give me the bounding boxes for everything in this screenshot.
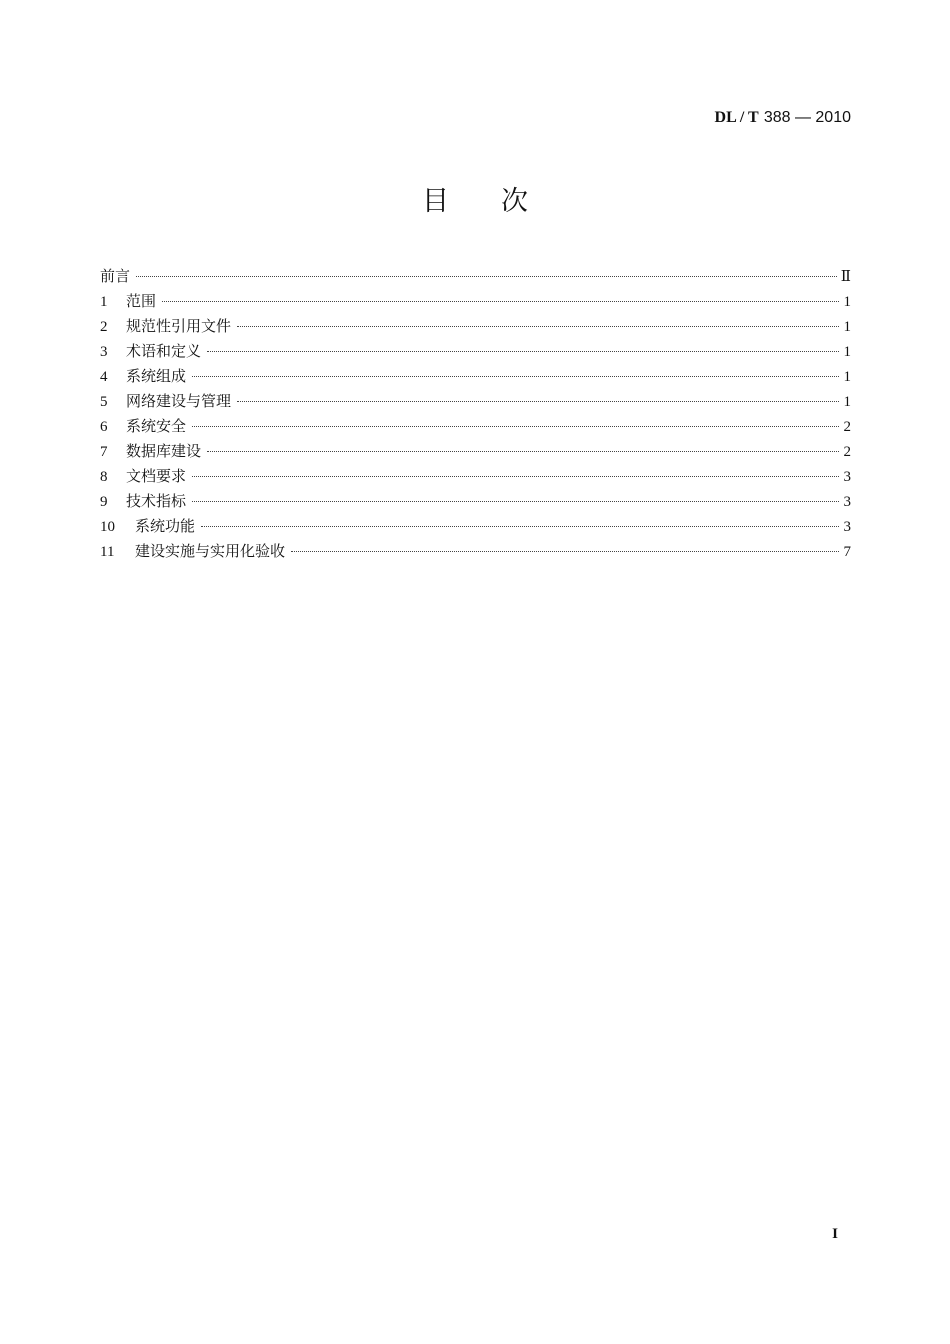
toc-entry-label: 文档要求 [126, 467, 187, 485]
toc-entry-10[interactable] [100, 514, 851, 539]
toc-entry-3[interactable] [100, 339, 851, 364]
toc-entry-number: 4 [100, 369, 108, 385]
table-of-contents [100, 264, 851, 564]
toc-entry-label: 系统功能 [135, 517, 196, 535]
toc-entry-8[interactable] [100, 464, 851, 489]
toc-entry-label: 系统安全 [126, 417, 187, 435]
toc-entry-number: 3 [100, 344, 108, 360]
toc-entry-page: 1 [843, 319, 851, 335]
toc-entry-number: 6 [100, 419, 108, 435]
toc-leader-dots [192, 376, 839, 377]
toc-entry-number: 11 [100, 544, 115, 560]
toc-entry-2[interactable] [100, 314, 851, 339]
toc-leader-dots [192, 426, 839, 427]
toc-entry-page: 1 [843, 394, 851, 410]
toc-entry-1[interactable] [100, 289, 851, 314]
toc-entry-number: 9 [100, 494, 108, 510]
toc-entry-page: 1 [843, 294, 851, 310]
title-char-1: 目 [422, 186, 449, 217]
toc-leader-dots [136, 276, 837, 277]
toc-entry-number: 2 [100, 319, 108, 335]
toc-entry-label: 网络建设与管理 [126, 392, 232, 410]
toc-entry-label: 前言 [100, 267, 131, 285]
title-char-2: 次 [501, 186, 528, 217]
toc-entry-page: 7 [843, 544, 851, 560]
toc-leader-dots [207, 451, 839, 452]
toc-entry-number: 1 [100, 294, 108, 310]
toc-entry-6[interactable] [100, 414, 851, 439]
toc-entry-page: 3 [843, 519, 851, 535]
toc-entry-page: 1 [843, 369, 851, 385]
toc-entry-7[interactable] [100, 439, 851, 464]
toc-entry-label: 建设实施与实用化验收 [135, 542, 286, 560]
toc-entry-number: 8 [100, 469, 108, 485]
toc-entry-label: 规范性引用文件 [126, 317, 232, 335]
toc-entry-label: 范围 [126, 292, 157, 310]
standard-code [715, 106, 851, 129]
toc-leader-dots [192, 476, 839, 477]
toc-entry-9[interactable] [100, 489, 851, 514]
standard-code-prefix: DL / T [714, 109, 759, 126]
toc-leader-dots [237, 401, 839, 402]
toc-entry-number: 5 [100, 394, 108, 410]
toc-leader-dots [291, 551, 839, 552]
toc-entry-number: 10 [100, 519, 115, 535]
toc-entry-page: 3 [843, 494, 851, 510]
toc-leader-dots [237, 326, 839, 327]
page-title [0, 184, 950, 220]
toc-leader-dots [162, 301, 839, 302]
toc-entry-page: Ⅱ [840, 269, 851, 285]
toc-entry-page: 2 [843, 419, 851, 435]
toc-entry-page: 3 [843, 469, 851, 485]
toc-entry-11[interactable] [100, 539, 851, 564]
page-number: I [832, 1226, 838, 1242]
toc-entry-label: 系统组成 [126, 367, 187, 385]
toc-entry-preface[interactable] [100, 264, 851, 289]
toc-entry-number: 7 [100, 444, 108, 460]
toc-entry-label: 技术指标 [126, 492, 187, 510]
toc-entry-page: 2 [843, 444, 851, 460]
toc-entry-4[interactable] [100, 364, 851, 389]
toc-leader-dots [192, 501, 839, 502]
toc-leader-dots [207, 351, 839, 352]
toc-entry-5[interactable] [100, 389, 851, 414]
toc-entry-label: 术语和定义 [126, 342, 202, 360]
toc-entry-page: 1 [843, 344, 851, 360]
toc-entry-label: 数据库建设 [126, 442, 202, 460]
standard-code-number: 388 — 2010 [763, 109, 851, 126]
toc-leader-dots [201, 526, 839, 527]
